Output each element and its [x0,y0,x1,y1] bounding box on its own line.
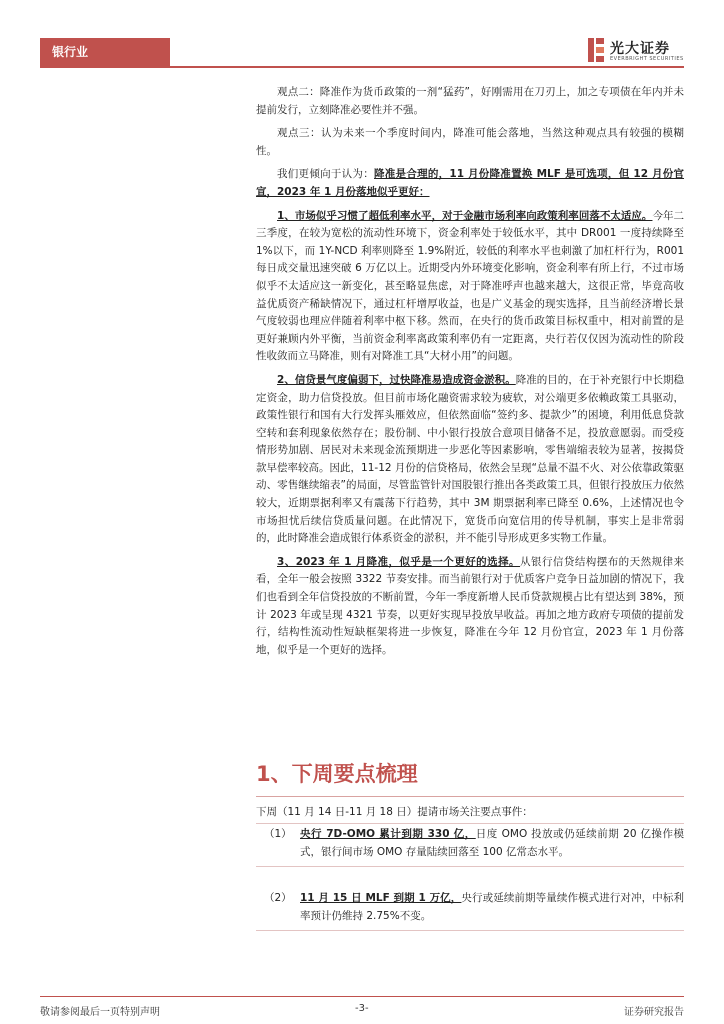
list-item-heading: 11 月 15 日 MLF 到期 1 万亿， [300,892,462,904]
page-number: -3- [355,1003,369,1014]
body-content [256,84,684,665]
footer-divider [40,996,684,997]
section-title-text: 1、下周要点梳理 [256,762,418,786]
lean-conclusion: 降准是合理的，11 月份降准置换 MLF 是可选项，但 12 月份官宣，2023 年 1 月份落地似乎更好： [256,168,685,198]
logo-text-cn: 光大证券 [610,41,670,57]
list-item [256,826,684,861]
footer-disclaimer: 敬请参阅最后一页特别声明 [40,1007,160,1018]
point-two-paragraph [256,372,684,548]
list-item-text [300,826,684,861]
point-one-heading: 1、市场似乎习惯了超低利率水平，对于金融市场利率向政策利率回落不太适应。 [277,209,653,222]
point-one-paragraph [256,208,684,366]
point-one-text: 今年二三季度，在较为宽松的流动性环境下，资金利率处于较低水平，其中 DR001 一度持续降至 1%以下，而 1Y-NCD 利率则降至 1.9%附近，较低的利率水平也刺激了加杠杆行为，R001 每日成交量迅速突破 6 万亿以上。近期受内外环境变化影响，资金利率有所上行，不过市场似乎不太适应这一新变化，甚至略显焦虑，对于降准呼声也越来越大，这很正常，毕竟高收益优质资产稀缺情况下，通过杠杆增厚收益，也是广义基金的现实选择，且当前经济增长景气度较弱也理应伴随着利率中枢下移。然而，在央行的货币政策目标权重中，相对前置的是更好兼顾内外平衡，当前资金利率离政策利率仍有一定距离，央行若仅仅因为流动性的阶段性收敛而立马降准，则有对降准工具“大材小用”的问题。 [256,209,685,363]
view-two-paragraph: 观点二：降准作为货币政策的一剂“猛药”，好刚需用在刀刃上，加之专项债在年内并未提前发行，立刻降准必要性并不强。 [256,86,684,116]
list-rule-top [256,823,684,824]
list-item-heading: 央行 7D-OMO 累计到期 330 亿， [300,828,476,840]
logo-text-en: EVERBRIGHT SECURITIES [610,56,684,62]
point-three-heading: 3、2023 年 1 月降准，似乎是一个更好的选择。 [277,555,521,568]
point-two-text: 降准的目的，在于补充银行中长期稳定资金，助力信贷投放。但目前市场化融资需求较为疲软，对公端更多依赖政策工具驱动，政策性银行和国有大行发挥头雁效应，但依然面临“签约多、提款少”的困境，利用低息贷款空转和套利现象依然存在；股份制、中小银行投放合意项目储备不足，投放意愿弱。而受疫情形势加剧、居民对未来现金流预期进一步恶化等因素影响，零售端缩表较为显著，按揭贷款早偿率较高。因此，11-12 月份的信贷格局，依然会呈现“总量不温不火、对公依靠政策驱动、零售继续缩表”的局面，尽管监管针对国股银行推出各类政策工具，但银行投放压力依然较大，近期票据利率又有震荡下行趋势，其中 3M 期票据利率已降至 0.6%，上述情况也令市场担忧后续信贷质量问题。在此情况下，宽货币向宽信用的传导机制，事实上是非常弱的，此时降准会造成银行体系资金的淤积，并不能引导形成更多实物工作量。 [256,373,685,545]
brand-logo [586,36,696,66]
list-rule-mid [256,866,684,867]
list-item-body: 日度 OMO 投放或仍延续前期 20 亿操作模式，银行间市场 OMO 存量陆续回落至 100 亿常态水平。 [300,828,684,858]
view-three-paragraph: 观点三：认为未来一个季度时间内，降准可能会落地，当然这种观点具有较强的模糊性。 [256,127,684,157]
list-item [256,890,684,925]
section-divider [256,796,684,797]
point-three-paragraph [256,554,684,660]
list-rule-bottom [256,930,684,931]
point-two-heading: 2、信贷景气度偏弱下，过快降准易造成资金淤积。 [277,373,516,386]
header-divider [40,66,684,68]
list-item-body: 央行或延续前期等量续作模式进行对冲，中标利率预计仍维持 2.75%不变。 [300,892,685,922]
lean-intro: 我们更倾向于认为： [277,168,374,181]
lean-paragraph [256,166,684,201]
list-item-number: （2） [264,892,292,904]
list-item-number: （1） [264,828,292,840]
point-three-text: 从银行信贷结构摆布的天然规律来看，全年一般会按照 3322 节奏安排。而当前银行对于优质客户竞争日益加剧的情况下，我们也看到全年信贷投放的不断前置，今年一季度新增人民币贷款规模占比有望达到 38%，预计 2023 年或呈现 4321 节奏，以更好实现早投放早收益。再加之地方政府专项债的提前发行，结构性流动性短缺框架将进一步恢复，降准在今年 12 月份官宣，2023 年 1 月份落地，似乎是一个更好的选择。 [256,555,684,656]
everbright-logo-icon [586,36,606,64]
footer-report-type: 证券研究报告 [624,1007,684,1018]
section-heading [256,756,684,792]
list-item-text [300,890,684,925]
section-tag: 银行业 [40,38,170,66]
section-intro: 下周（11 月 14 日-11 月 18 日）提请市场关注要点事件： [256,806,533,818]
